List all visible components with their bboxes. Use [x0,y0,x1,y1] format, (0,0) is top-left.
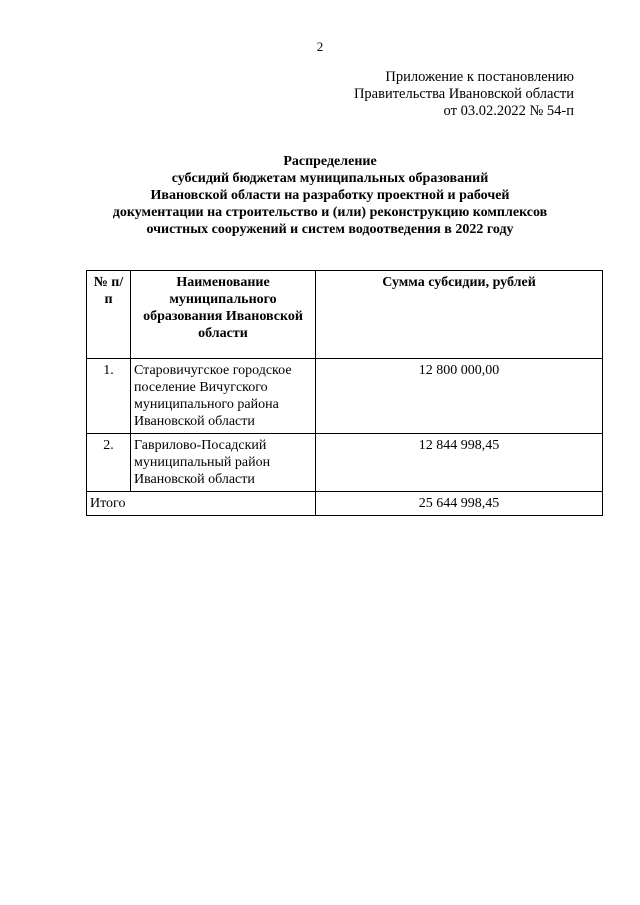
row-name: Старовичугское городское поселение Вичугского муниципального района Ивановской области [131,359,316,434]
table-row [87,359,603,434]
table-row [87,434,603,492]
header-num: № п/п [87,271,131,359]
header-sum: Сумма субсидии, рублей [316,271,603,359]
page-number: 2 [316,39,324,54]
subsidy-table [86,270,603,516]
row-num: 2. [87,434,131,492]
header-name: Наименование муниципального образования Ивановской области [131,271,316,359]
title-line: Распределение [283,154,377,169]
table-header-row [87,271,603,359]
total-sum: 25 644 998,45 [316,492,603,516]
table-total-row [87,492,603,516]
row-name: Гаврилово-Посадский муниципальный район Ивановской области [131,434,316,492]
title-line: очистных сооружений и систем водоотведения в 2022 году [146,222,514,237]
appendix-line: Приложение к постановлению [385,69,574,85]
title-line: Ивановской области на разработку проектной и рабочей [150,188,510,203]
appendix-date-line: от 03.02.2022 № 54-п [443,103,574,119]
row-num: 1. [87,359,131,434]
title-line: документации на строительство и (или) реконструкцию комплексов [112,205,548,220]
title-line: субсидий бюджетам муниципальных образований [171,171,489,186]
row-sum: 12 800 000,00 [316,359,603,434]
row-sum: 12 844 998,45 [316,434,603,492]
appendix-note [354,69,574,120]
document-title [60,153,600,238]
total-label: Итого [87,492,316,516]
appendix-line: Правительства Ивановской области [353,86,574,102]
